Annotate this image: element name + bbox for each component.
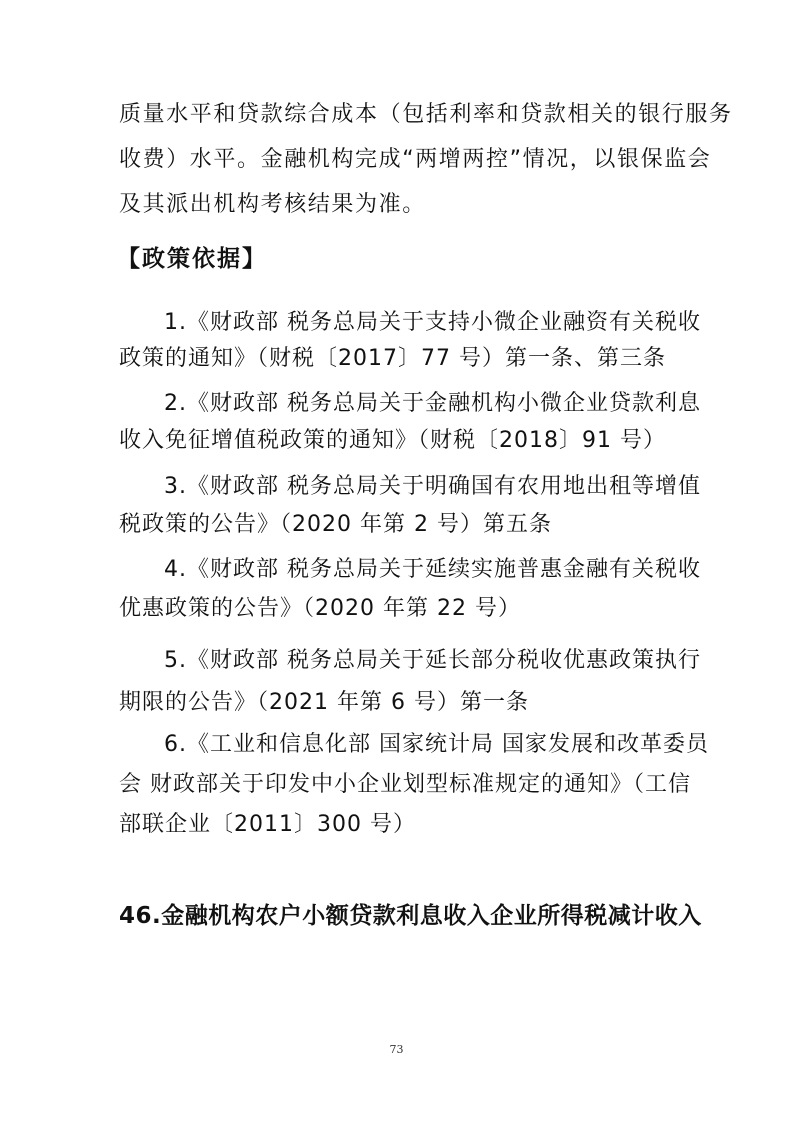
policy-heading: 【政策依据】	[117, 246, 267, 272]
policy-item-6-line-1: 6.《工业和信息化部 国家统计局 国家发展和改革委员	[164, 732, 709, 757]
policy-item-2-line-1: 2.《财政部 税务总局关于金融机构小微企业贷款利息	[164, 391, 701, 416]
policy-item-2-line-2: 收入免征增值税政策的通知》（财税〔2018〕91 号）	[119, 428, 666, 453]
policy-item-4-line-1: 4.《财政部 税务总局关于延续实施普惠金融有关税收	[164, 557, 701, 582]
policy-item-1-line-2: 政策的通知》（财税〔2017〕77 号）第一条、第三条	[119, 346, 666, 371]
policy-item-6-line-2: 会 财政部关于印发中小企业划型标准规定的通知》（工信	[119, 772, 691, 797]
policy-item-3-line-1: 3.《财政部 税务总局关于明确国有农用地出租等增值	[164, 474, 701, 499]
intro-line: 及其派出机构考核结果为准。	[119, 192, 426, 217]
policy-item-5-line-2: 期限的公告》（2021 年第 6 号）第一条	[119, 690, 529, 715]
policy-item-1-line-1: 1.《财政部 税务总局关于支持小微企业融资有关税收	[164, 310, 701, 335]
policy-item-5-line-1: 5.《财政部 税务总局关于延长部分税收优惠政策执行	[164, 648, 701, 673]
intro-line: 收费）水平。金融机构完成“两增两控”情况，以银保监会	[119, 147, 712, 172]
policy-item-6-line-3: 部联企业〔2011〕300 号）	[119, 812, 416, 837]
page-number: 73	[389, 1043, 404, 1056]
policy-item-3-line-2: 税政策的公告》（2020 年第 2 号）第五条	[119, 512, 552, 537]
policy-item-4-line-2: 优惠政策的公告》（2020 年第 22 号）	[119, 596, 521, 621]
intro-line: 质量水平和贷款综合成本（包括利率和贷款相关的银行服务	[119, 102, 733, 127]
section-title: 46.金融机构农户小额贷款利息收入企业所得税减计收入	[119, 903, 702, 929]
